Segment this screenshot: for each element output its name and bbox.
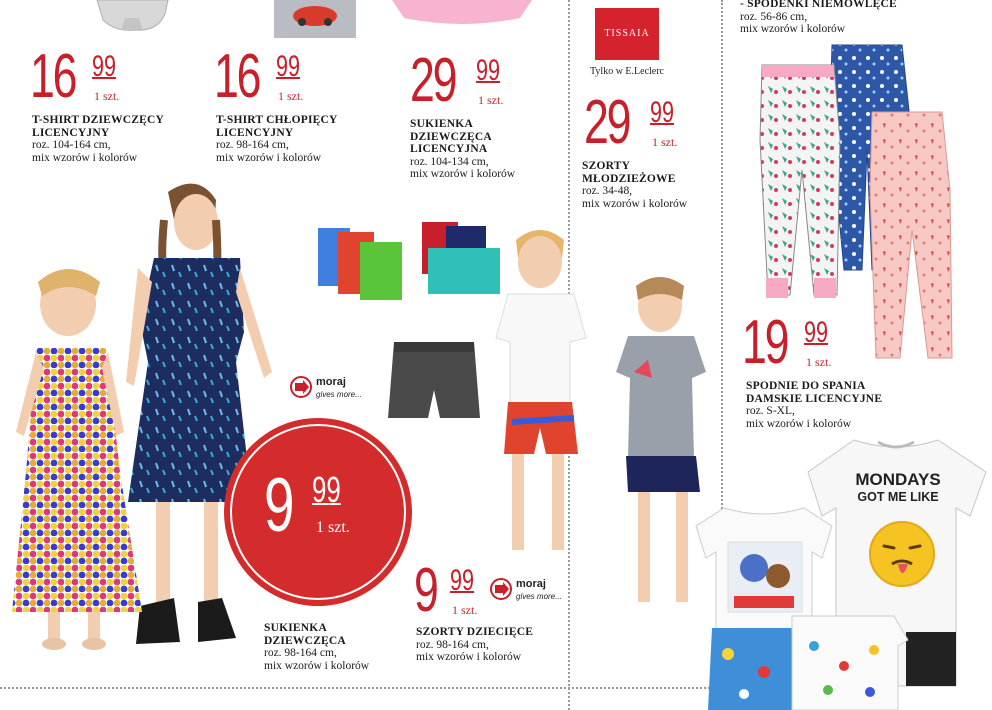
product-size: roz. 98-164 cm, [264, 647, 337, 659]
price-unit: 1 szt. [278, 89, 304, 103]
price-main: 16 [214, 42, 260, 111]
mondays-print [846, 470, 950, 505]
desc-pajama-pants [746, 380, 926, 430]
product-name-line: T-SHIRT CHŁOPIĘCY [216, 114, 338, 126]
desc-shorts-youth [582, 160, 717, 210]
price-tshirt-girl [30, 42, 130, 111]
price-unit: 1 szt. [94, 89, 120, 103]
product-size: roz. 98-164 cm, [416, 638, 489, 651]
desc-baby-set [740, 0, 940, 36]
product-name-line: - SPODENKI NIEMOWLĘCE [740, 0, 897, 10]
product-size: roz. S-XL, [746, 405, 795, 417]
tissaia-brand-text: TISSAIA [604, 28, 650, 39]
product-variants: mix wzorów i kolorów [416, 651, 522, 663]
tshirt-girl-photo [95, 0, 170, 36]
price-main: 9 [264, 463, 295, 548]
price-cents: 99 [804, 316, 829, 349]
row-divider-bottom [0, 687, 722, 689]
desc-tshirt-boy [216, 114, 396, 164]
shirt-print-line1: MONDAYS [855, 470, 941, 489]
shirt-print-line2: GOT ME LIKE [857, 490, 939, 504]
desc-dress-licensed [410, 118, 560, 181]
kids-shorts-photo [316, 218, 506, 420]
product-name-line: SZORTY DZIECIĘCE [416, 626, 534, 638]
moraj-arrow-icon [490, 578, 514, 600]
product-size: roz. 34-48, [582, 185, 633, 197]
moraj-tagline: gives more... [316, 390, 362, 399]
product-name-line: DZIEWCZĘCA [410, 130, 492, 143]
product-name-line: DZIEWCZĘCA [264, 634, 346, 647]
kids-shorts-models-photo [488, 222, 724, 622]
product-size: roz. 56-86 cm, [740, 10, 808, 23]
price-shorts-youth [584, 88, 684, 157]
product-variants: mix wzorów i kolorów [32, 151, 138, 164]
price-main: 29 [410, 46, 456, 115]
product-size: roz. 98-164 cm, [216, 139, 289, 151]
product-variants: mix wzorów i kolorów [746, 417, 852, 430]
moraj-logo-shorts [490, 578, 570, 608]
desc-dress-girl [264, 622, 434, 672]
desc-tshirt-girl [32, 114, 212, 164]
moraj-arrow-icon [290, 376, 314, 398]
product-variants: mix wzorów i kolorów [410, 168, 516, 180]
exclusive-note: Tylko w E.Leclerc [590, 66, 664, 77]
product-name-line: SPODNIE DO SPANIA [746, 380, 866, 392]
product-variants: mix wzorów i kolorów [264, 659, 370, 672]
product-name-line: MŁODZIEŻOWE [582, 172, 676, 185]
product-name-line: T-SHIRT DZIEWCZĘCY [32, 114, 164, 126]
girls-dresses-photo [8, 172, 290, 658]
product-size: roz. 104-134 cm, [410, 155, 489, 168]
price-cents: 99 [276, 50, 301, 83]
tissaia-logo [595, 8, 659, 60]
product-name-line: LICENCYJNA [410, 143, 488, 155]
moraj-tagline: gives more... [516, 592, 562, 601]
price-dress-licensed [410, 46, 510, 115]
price-cents: 99 [650, 96, 675, 129]
price-main: 29 [584, 88, 630, 157]
product-variants: mix wzorów i kolorów [740, 23, 846, 35]
tshirt-boy-photo [272, 0, 358, 40]
price-main: 16 [30, 42, 76, 111]
price-unit: 1 szt. [652, 135, 678, 149]
product-size: roz. 104-164 cm, [32, 139, 111, 151]
price-shorts-kids [414, 556, 494, 625]
desc-shorts-kids [416, 626, 586, 664]
price-unit: 1 szt. [452, 603, 478, 617]
price-badge-dress-girl [224, 418, 412, 606]
product-name-line: DAMSKIE LICENCYJNE [746, 392, 883, 405]
price-cents: 99 [476, 54, 501, 87]
price-unit: 1 szt. [806, 355, 832, 369]
price-main: 19 [742, 308, 788, 377]
product-variants: mix wzorów i kolorów [216, 151, 322, 164]
price-main: 9 [414, 556, 437, 625]
product-name-line: LICENCYJNY [32, 126, 110, 139]
product-variants: mix wzorów i kolorów [582, 197, 688, 210]
moraj-name: moraj [316, 376, 346, 388]
badge-ring [230, 424, 406, 600]
product-name-line: SZORTY [582, 160, 631, 172]
dress-licensed-photo [392, 0, 532, 26]
moraj-name: moraj [516, 578, 546, 590]
price-cents: 99 [450, 564, 475, 597]
price-cents: 99 [312, 469, 341, 510]
price-tshirt-boy [214, 42, 314, 111]
paw-patrol-set-photo [694, 506, 914, 710]
price-cents: 99 [92, 50, 117, 83]
price-pajama-pants [742, 308, 842, 377]
price-unit: 1 szt. [478, 93, 504, 107]
product-name-line: LICENCYJNY [216, 126, 294, 139]
product-name-line: SUKIENKA [410, 118, 473, 130]
price-unit: 1 szt. [316, 519, 350, 536]
product-name-line: SUKIENKA [264, 622, 327, 634]
